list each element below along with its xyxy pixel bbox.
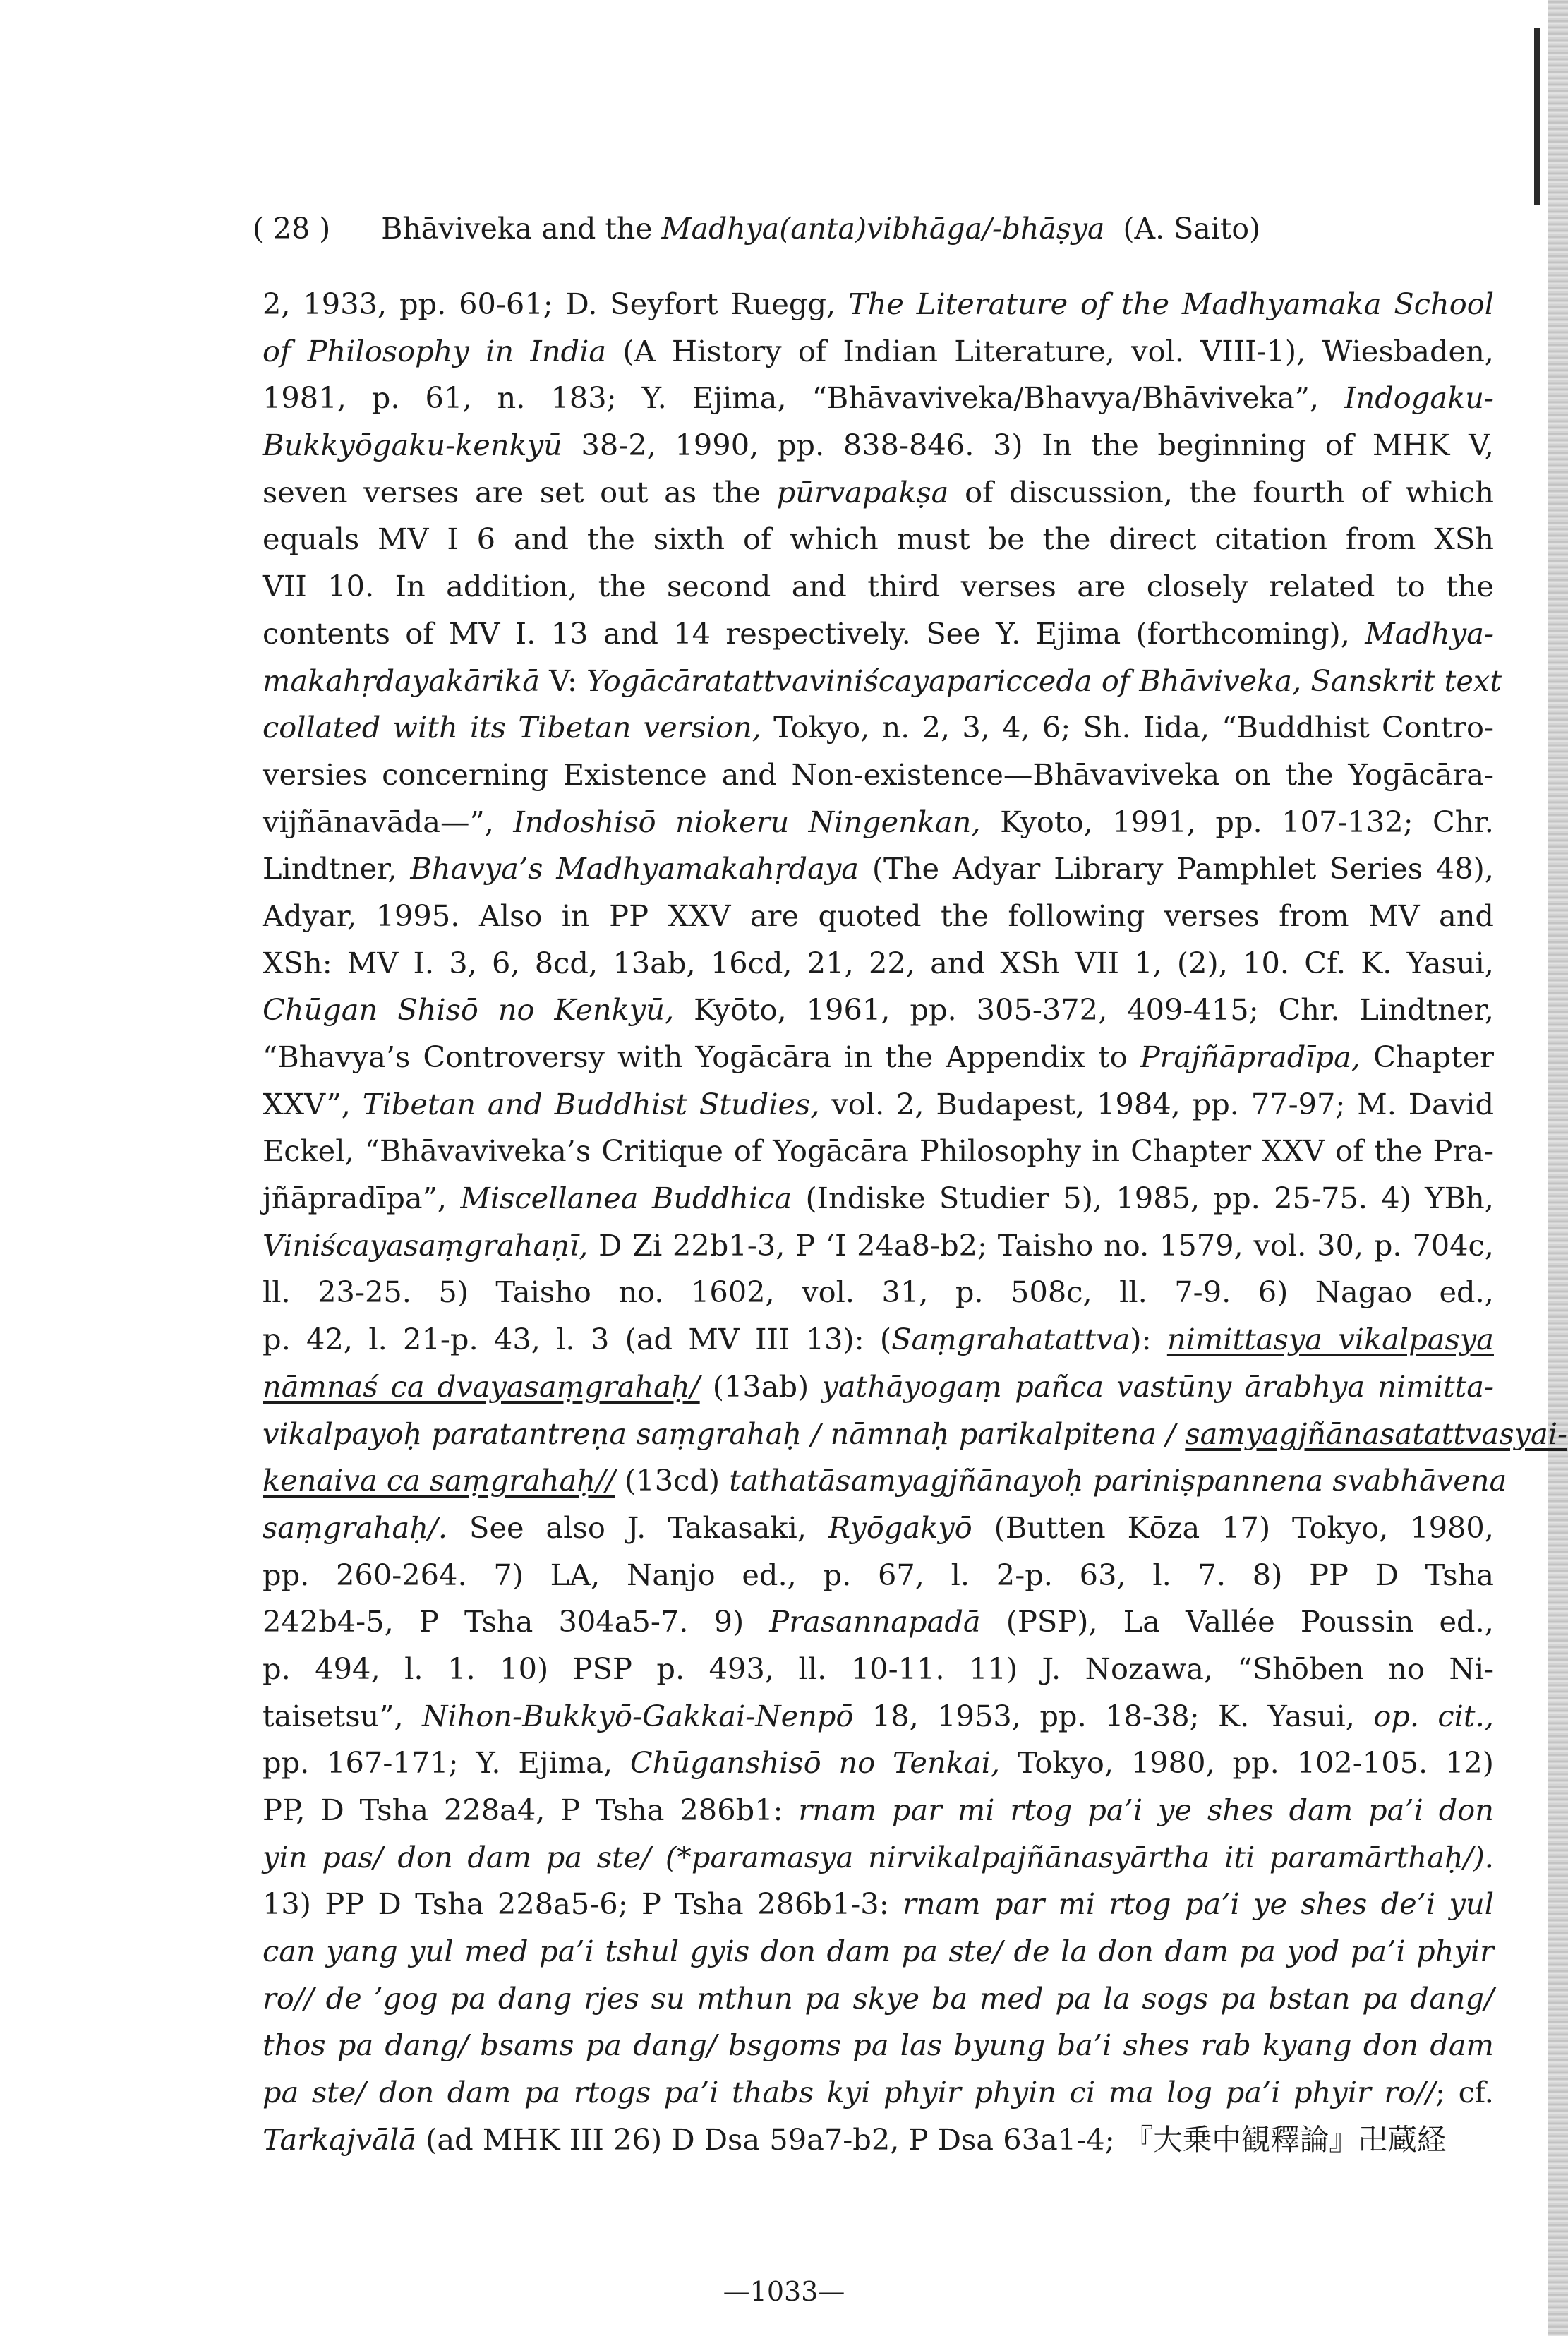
text-segment: Saṃgrahatattva — [891, 1322, 1130, 1357]
text-segment: pp. 260-264. 7) LA, Nanjo ed., p. 67, l. 2-p. 63, l. 7. 8) PP D Tsha — [263, 1557, 1494, 1592]
text-segment: (A History of Indian Literature, vol. VIII-1), Wiesbaden, — [606, 333, 1494, 368]
text-line — [263, 375, 1494, 422]
text-segment: nimittasya vikalpasya — [1166, 1322, 1494, 1357]
text-segment: ; cf. — [1435, 2075, 1494, 2110]
text-segment: Kyōto, 1961, pp. 305-372, 409-415; Chr. Lindtner, — [674, 992, 1494, 1028]
text-line — [263, 1740, 1494, 1787]
text-segment: Bukkyōgaku-kenkyū — [263, 428, 562, 463]
text-segment: Chūganshisō no Tenkai, — [629, 1745, 1001, 1781]
text-segment: 2, 1933, pp. 60-61; D. Seyfort Ruegg, — [263, 287, 848, 321]
text-segment: 1981, p. 61, n. 183; Y. Ejima, “Bhāvaviveka/Bhavya/Bhāviveka”, — [263, 380, 1345, 416]
text-segment: Prajñāpradīpa, — [1140, 1040, 1361, 1074]
text-segment: V: — [539, 663, 587, 698]
text-line — [263, 1834, 1494, 1882]
text-segment: Adyar, 1995. Also in PP XXV are quoted the following verses from MV and — [263, 898, 1494, 933]
text-line — [263, 328, 1494, 375]
text-line — [263, 1457, 1507, 1505]
text-segment: of Philosophy in India — [263, 333, 607, 368]
text-segment: kenaiva ca saṃgrahaḥ// — [263, 1463, 615, 1498]
text-line — [263, 1363, 1494, 1411]
text-segment: vol. 2, Budapest, 1984, pp. 77-97; M. David — [819, 1086, 1495, 1121]
text-segment: Chūgan Shisō no Kenkyū, — [263, 992, 675, 1028]
header-title-italic: Madhya(anta)vibhāga/-bhāṣya — [661, 212, 1105, 246]
text-segment: rnam par mi rtog pa’i ye shes dam pa’i don — [798, 1793, 1494, 1827]
text-line — [263, 940, 1494, 987]
text-segment: The Literature of the Madhyamaka School — [848, 287, 1495, 321]
text-line — [263, 987, 1494, 1034]
text-segment: Kyoto, 1991, pp. 107-132; Chr. — [980, 804, 1494, 839]
text-line — [263, 893, 1494, 940]
text-segment: VII 10. In addition, the second and third verses are closely related to the — [263, 569, 1494, 604]
running-header — [253, 212, 1260, 246]
text-segment: Prasannapadā — [769, 1604, 981, 1639]
text-line — [263, 469, 1494, 517]
text-segment: (Indiske Studier 5), 1985, pp. 25-75. 4) YBh, — [792, 1181, 1494, 1216]
text-segment: ): — [1130, 1322, 1167, 1357]
text-line — [263, 752, 1494, 799]
text-segment: seven verses are set out as the — [263, 474, 777, 510]
text-line — [263, 1128, 1494, 1175]
text-segment: ll. 23-25. 5) Taisho no. 1602, vol. 31, p. 508c, ll. 7-9. 6) Nagao ed., — [263, 1275, 1494, 1310]
text-line — [263, 2069, 1494, 2117]
text-segment: can yang yul med pa’i tshul gyis don dam pa ste/ de la don dam pa yod pa’i phyir — [263, 1934, 1494, 1969]
text-line — [263, 1175, 1494, 1222]
text-segment: Tokyo, 1980, pp. 102-105. 12) — [1000, 1745, 1494, 1781]
text-segment: vijñānavāda—”, — [263, 804, 514, 839]
text-segment: (13cd) — [615, 1463, 730, 1498]
text-line — [263, 610, 1494, 658]
text-segment: XXV”, — [263, 1086, 363, 1121]
text-line — [263, 2117, 1494, 2164]
text-segment: Chapter — [1361, 1040, 1494, 1074]
text-segment: collated with its Tibetan version, — [263, 710, 761, 745]
text-segment: contents of MV I. 13 and 14 respectively. See Y. Ejima (forthcoming), — [263, 615, 1365, 651]
text-line — [263, 704, 1494, 752]
text-segment: rnam par mi rtog pa’i ye shes de’i yul — [903, 1886, 1494, 1922]
text-segment: yin pas/ don dam pa ste/ (*paramasya nirvikalpajñānasyārtha iti paramārthaḥ/). — [263, 1839, 1494, 1874]
text-line — [263, 281, 1494, 328]
scan-edge — [1548, 0, 1568, 2336]
header-page-number: ( 28 ) — [253, 212, 331, 246]
text-segment: pūrvapakṣa — [776, 474, 949, 510]
text-line — [263, 1646, 1494, 1693]
text-segment: versies concerning Existence and Non-existence—Bhāvaviveka on the Yogācāra- — [263, 757, 1494, 792]
text-segment: (13ab) — [699, 1368, 822, 1404]
text-segment: vikalpayoḥ paratantreṇa saṃgrahaḥ / nāmnaḥ parikalpitena / — [263, 1416, 1186, 1451]
text-segment: Indogaku- — [1344, 380, 1494, 416]
text-line — [263, 1599, 1494, 1646]
text-segment: (Butten Kōza 17) Tokyo, 1980, — [972, 1510, 1494, 1545]
text-segment: Eckel, “Bhāvaviveka’s Critique of Yogācāra Philosophy in Chapter XXV of the Pra- — [263, 1133, 1494, 1169]
text-segment: pp. 167-171; Y. Ejima, — [263, 1745, 630, 1781]
text-segment: Tarkajvālā — [263, 2121, 416, 2157]
text-line — [263, 516, 1494, 563]
text-line — [263, 1693, 1494, 1740]
text-line — [263, 1316, 1494, 1363]
footer-page-number: —1033— — [723, 2276, 845, 2307]
text-line — [263, 1975, 1494, 2023]
text-segment: taisetsu”, — [263, 1698, 423, 1733]
text-line — [263, 1269, 1494, 1316]
text-segment: D Zi 22b1-3, P ‘I 24a8-b2; Taisho no. 1579, vol. 30, p. 704c, — [588, 1227, 1494, 1263]
text-line — [263, 1222, 1494, 1270]
text-segment: Madhya- — [1365, 615, 1494, 651]
text-segment: Viniścayasaṃgrahaṇī, — [263, 1227, 589, 1263]
text-segment: Tibetan and Buddhist Studies, — [362, 1086, 820, 1121]
text-segment: Lindtner, — [263, 851, 411, 886]
header-title-prefix: Bhāviveka and the — [381, 212, 662, 246]
text-segment: Ryōgakyō — [828, 1510, 972, 1545]
text-line — [263, 1787, 1494, 1834]
text-line — [263, 1081, 1494, 1128]
text-segment: ro// de ’gog pa dang rjes su mthun pa skye ba med pa la sogs pa bstan pa dang/ — [263, 1980, 1494, 2016]
text-segment: 18, 1953, pp. 18-38; K. Yasui, — [853, 1698, 1374, 1733]
text-segment: 13) PP D Tsha 228a5-6; P Tsha 286b1-3: — [263, 1886, 903, 1922]
text-line — [263, 658, 1502, 705]
text-line — [263, 1034, 1494, 1081]
text-line — [263, 845, 1494, 893]
text-segment: p. 494, l. 1. 10) PSP p. 493, ll. 10-11. 11) J. Nozawa, “Shōben no Ni- — [263, 1651, 1494, 1686]
text-segment: “Bhavya’s Controversy with Yogācāra in the Appendix to — [263, 1040, 1140, 1074]
text-segment: saṃgrahaḥ/. — [263, 1510, 448, 1545]
text-line — [263, 563, 1494, 610]
text-segment: Miscellanea Buddhica — [460, 1181, 792, 1216]
text-segment: jñāpradīpa”, — [263, 1181, 461, 1216]
text-segment: (The Adyar Library Pamphlet Series 48), — [859, 851, 1494, 886]
text-segment: Tokyo, n. 2, 3, 4, 6; Sh. Iida, “Buddhist Contro- — [761, 710, 1494, 745]
text-segment: thos pa dang/ bsams pa dang/ bsgoms pa las byung ba’i shes rab kyang don dam — [263, 2028, 1494, 2063]
text-segment: p. 42, l. 21-p. 43, l. 3 (ad MV III 13): ( — [263, 1322, 892, 1357]
text-segment: makahṛdayakārikā — [263, 663, 540, 698]
text-segment: 38-2, 1990, pp. 838-846. 3) In the beginning of MHK V, — [562, 428, 1494, 463]
footnotes-text — [263, 281, 1568, 2164]
text-segment: 242b4-5, P Tsha 304a5-7. 9) — [263, 1604, 770, 1639]
text-line — [263, 2022, 1494, 2069]
text-segment: of discussion, the fourth of which — [948, 474, 1494, 510]
text-segment: XSh: MV I. 3, 6, 8cd, 13ab, 16cd, 21, 22, and XSh VII 1, (2), 10. Cf. K. Yasui, — [263, 945, 1494, 980]
text-segment: equals MV I 6 and the sixth of which must be the direct citation from XSh — [263, 522, 1494, 557]
text-segment: See also J. Takasaki, — [447, 1510, 828, 1545]
text-segment: PP, D Tsha 228a4, P Tsha 286b1: — [263, 1793, 799, 1827]
text-line — [263, 1552, 1494, 1599]
text-segment: Nihon-Bukkyō-Gakkai-Nenpō — [422, 1698, 854, 1733]
text-line — [263, 1881, 1494, 1928]
text-line — [263, 1928, 1494, 1975]
text-line — [263, 1505, 1494, 1552]
text-line — [263, 799, 1494, 846]
text-segment: tathatāsamyagjñānayoḥ pariniṣpannena svabhāvena — [729, 1463, 1507, 1498]
text-segment: Indoshisō niokeru Ningenkan, — [513, 804, 981, 839]
text-segment: nāmnaś ca dvayasaṃgrahaḥ/ — [263, 1368, 700, 1404]
text-segment: pa ste/ don dam pa rtogs pa’i thabs kyi phyir phyin ci ma log pa’i phyir ro// — [263, 2075, 1436, 2110]
scan-edge-mark — [1534, 28, 1540, 205]
text-line — [263, 422, 1494, 469]
header-author: (A. Saito) — [1123, 212, 1261, 246]
text-segment: yathāyogaṃ pañca vastūny ārabhya nimitta- — [821, 1368, 1494, 1404]
text-segment: samyagjñānasatattvasyai- — [1185, 1416, 1568, 1451]
text-segment: (ad MHK III 26) D Dsa 59a7-b2, P Dsa 63a1-4; 『大乗中観釋論』卍蔵経 — [416, 2121, 1447, 2157]
text-segment: Yogācāratattvaviniścayaparicceda of Bhāviveka, Sanskrit text — [586, 663, 1502, 698]
text-segment: op. cit., — [1373, 1698, 1494, 1733]
text-segment: Bhavya’s Madhyamakahṛdaya — [410, 851, 860, 886]
text-segment: (PSP), La Vallée Poussin ed., — [980, 1604, 1494, 1639]
text-line — [263, 1411, 1568, 1458]
